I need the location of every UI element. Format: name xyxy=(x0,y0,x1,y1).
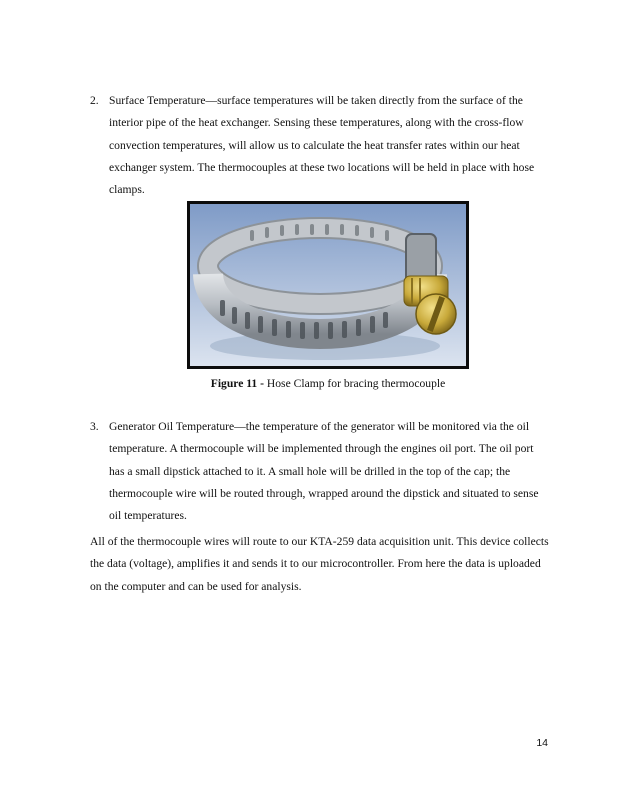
list-number: 2. xyxy=(90,94,99,107)
list-number: 3. xyxy=(90,420,99,433)
body-paragraph: All of the thermocouple wires will route to our KTA-259 data acquisition unit. This device collects the data (voltage), amplifies it and sends it to our microcontroller. From here the data is uploaded on the computer and can be used for analysis. xyxy=(90,535,549,593)
page-number: 14 xyxy=(536,737,548,749)
list-item-generator-oil-temperature xyxy=(90,416,550,527)
list-text: Generator Oil Temperature—the temperature of the generator will be monitored via the oil temperature. A thermocouple will be implemented through the engines oil port. The oil port has a small dipstick attached to it. A small hole will be drilled in the top of the cap; the thermocouple wire will be routed through, wrapped around the dipstick and situated to sense oil temperatures. xyxy=(109,420,539,523)
list-item-surface-temperature xyxy=(90,90,550,201)
figure-hose-clamp-photo xyxy=(187,201,469,369)
figure-caption xyxy=(0,376,618,392)
figure-caption-text: Hose Clamp for bracing thermocouple xyxy=(263,377,446,390)
figure-label: Figure 11 - xyxy=(210,377,264,390)
list-text: Surface Temperature—surface temperatures will be taken directly from the surface of the interior pipe of the heat exchanger. Sensing these temperatures, along with the cross-flow convection temperatures, will allow us to calculate the heat transfer rates within our heat exchanger system. The thermocouples at these two locations will be held in place with hose clamps. xyxy=(109,94,535,197)
hose-clamp-image xyxy=(190,204,466,366)
